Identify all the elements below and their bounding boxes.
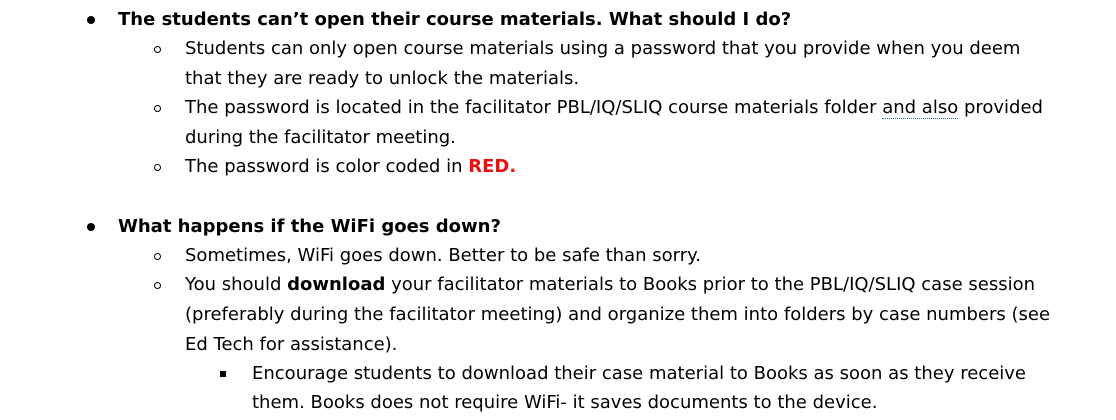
sub-bullet-2-2 <box>154 282 161 289</box>
answer-1-2-text-pre: The password is located in the facilitator PBL/IQ/SLIQ course materials folder <box>185 97 883 118</box>
sub-bullet-2-1 <box>154 253 161 260</box>
answer-1-1-line-2: that they are ready to unlock the materials. <box>185 68 580 89</box>
sub-bullet-1-2 <box>154 105 161 112</box>
question-1: The students can’t open their course materials. What should I do? <box>118 9 792 30</box>
question-2: What happens if the WiFi goes down? <box>118 216 501 237</box>
answer-1-2-line-1 <box>185 97 1043 119</box>
bold-download: download <box>287 274 386 295</box>
bullet-1 <box>87 16 95 24</box>
sub-answer-line-1: Encourage students to download their case material to Books as soon as they receive <box>252 363 1026 384</box>
answer-2-2-line-3: Ed Tech for assistance). <box>185 334 398 355</box>
proofing-flag[interactable]: and also <box>882 97 959 118</box>
answer-1-3 <box>185 156 516 178</box>
answer-1-3-text: The password is color coded in <box>185 156 469 177</box>
answer-2-2-line-2: (preferably during the facilitator meeting) and organize them into folders by case numbers (see <box>185 304 1051 325</box>
answer-1-2-line-2: during the facilitator meeting. <box>185 127 456 148</box>
answer-2-2-text-pre: You should <box>185 274 288 295</box>
answer-2-2-line-1 <box>185 274 1035 296</box>
sub-bullet-1-1 <box>154 46 161 53</box>
answer-2-2-text-post: your facilitator materials to Books prior to the PBL/IQ/SLIQ case session <box>385 274 1035 295</box>
sub-answer-line-2: them. Books does not require WiFi- it saves documents to the device. <box>252 392 878 413</box>
answer-1-2-text-post: provided <box>958 97 1043 118</box>
sub-bullet-1-3 <box>154 164 161 171</box>
answer-1-1-line-1: Students can only open course materials using a password that you provide when you deem <box>185 38 1021 59</box>
answer-2-1: Sometimes, WiFi goes down. Better to be safe than sorry. <box>185 245 701 266</box>
sub-sub-bullet <box>220 371 226 377</box>
red-emphasis: RED. <box>468 156 517 177</box>
bullet-2 <box>87 223 95 231</box>
